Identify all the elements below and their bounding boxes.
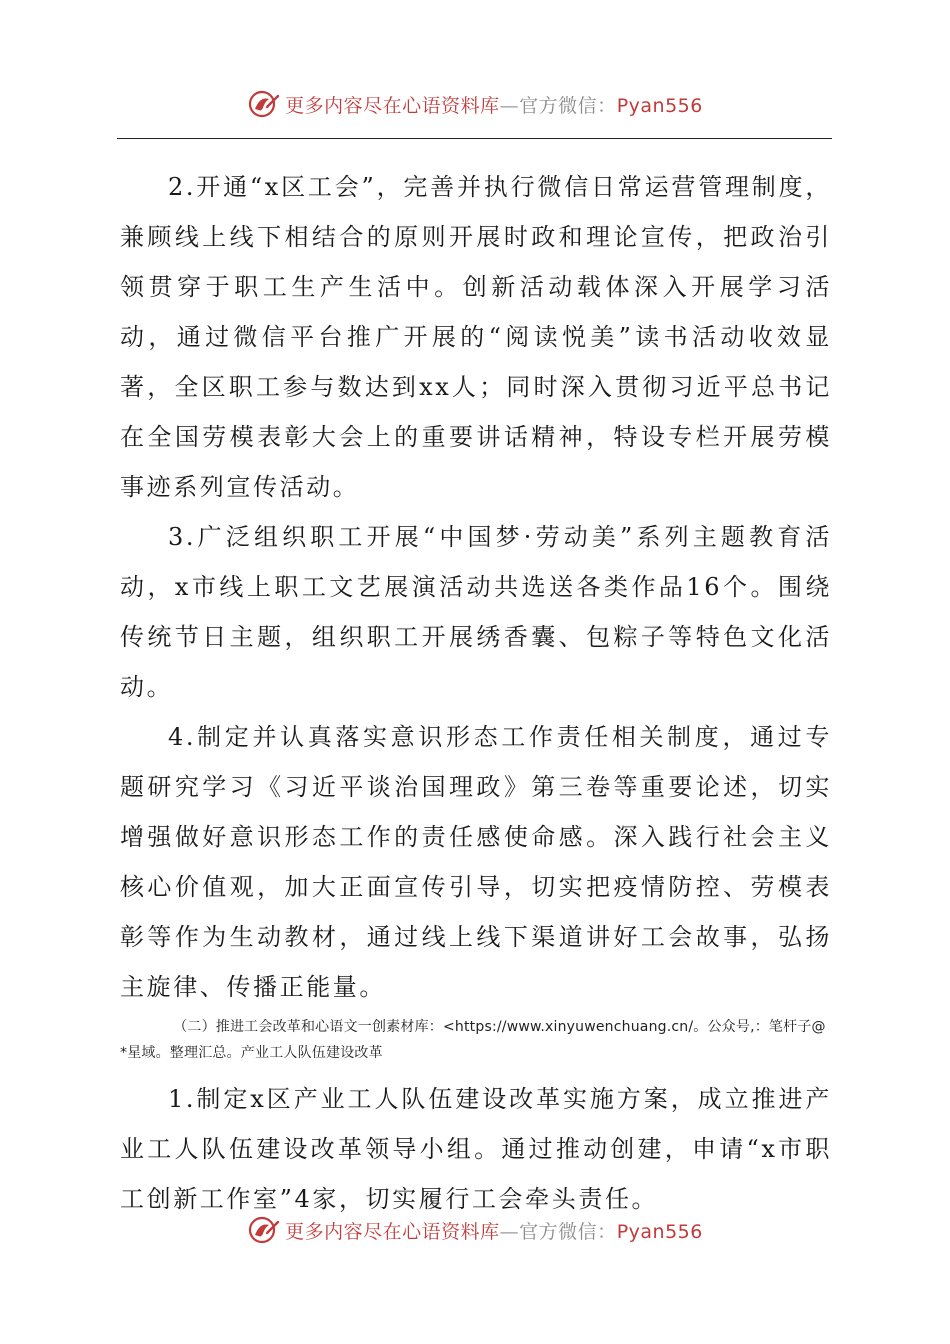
- watermark-wechat-id: Pyan556: [616, 1220, 703, 1243]
- watermark-site: 更多内容尽在心语资料库: [285, 1220, 500, 1243]
- watermark-dash: —: [499, 94, 520, 117]
- footer-watermark: [0, 1208, 950, 1252]
- watermark-site: 更多内容尽在心语资料库: [285, 94, 500, 117]
- pen-logo-icon: [247, 87, 281, 121]
- watermark-wechat-label: 官方微信：: [519, 1220, 617, 1243]
- watermark-text: [285, 91, 703, 118]
- watermark-wechat-id: Pyan556: [616, 94, 703, 117]
- pen-logo-icon: [247, 1213, 281, 1247]
- document-body: [120, 162, 832, 1224]
- paragraph-2: 2.开通“x区工会”，完善并执行微信日常运营管理制度，兼顾线上线下相结合的原则开展时政和理论宣传，把政治引领贯穿于职工生产生活中。创新活动载体深入开展学习活动，通过微信平台推广开展的“阅读悦美”读书活动收效显著，全区职工参与数达到xx人；同时深入贯彻习近平总书记在全国劳模表彰大会上的重要讲话精神，特设专栏开展劳模事迹系列宣传活动。: [120, 173, 832, 501]
- header-watermark: [0, 82, 950, 126]
- watermark-wechat-label: 官方微信：: [519, 94, 617, 117]
- watermark-dash: —: [499, 1220, 520, 1243]
- paragraph-section2-1: 1.制定x区产业工人队伍建设改革实施方案，成立推进产业工人队伍建设改革领导小组。通过推动创建，申请“x市职工创新工作室”4家，切实履行工会牵头责任。: [120, 1085, 832, 1213]
- paragraph-4: 4.制定并认真落实意识形态工作责任相关制度，通过专题研究学习《习近平谈治国理政》第三卷等重要论述，切实增强做好意识形态工作的责任感使命感。深入践行社会主义核心价值观，加大正面宣传引导，切实把疫情防控、劳模表彰等作为生动教材，通过线上线下渠道讲好工会故事，弘扬主旋律、传播正能量。: [120, 723, 832, 1001]
- section-heading-note: （二）推进工会改革和心语文一创素材库：<https://www.xinyuwenchuang.cn/。公众号,：笔杆子@*星域。整理汇总。产业工人队伍建设改革: [120, 1019, 826, 1061]
- paragraph-3: 3.广泛组织职工开展“中国梦·劳动美”系列主题教育活动，x市线上职工文艺展演活动共选送各类作品16个。围绕传统节日主题，组织职工开展绣香囊、包粽子等特色文化活动。: [120, 523, 832, 701]
- watermark-text: [285, 1217, 703, 1244]
- header-divider: [117, 138, 832, 139]
